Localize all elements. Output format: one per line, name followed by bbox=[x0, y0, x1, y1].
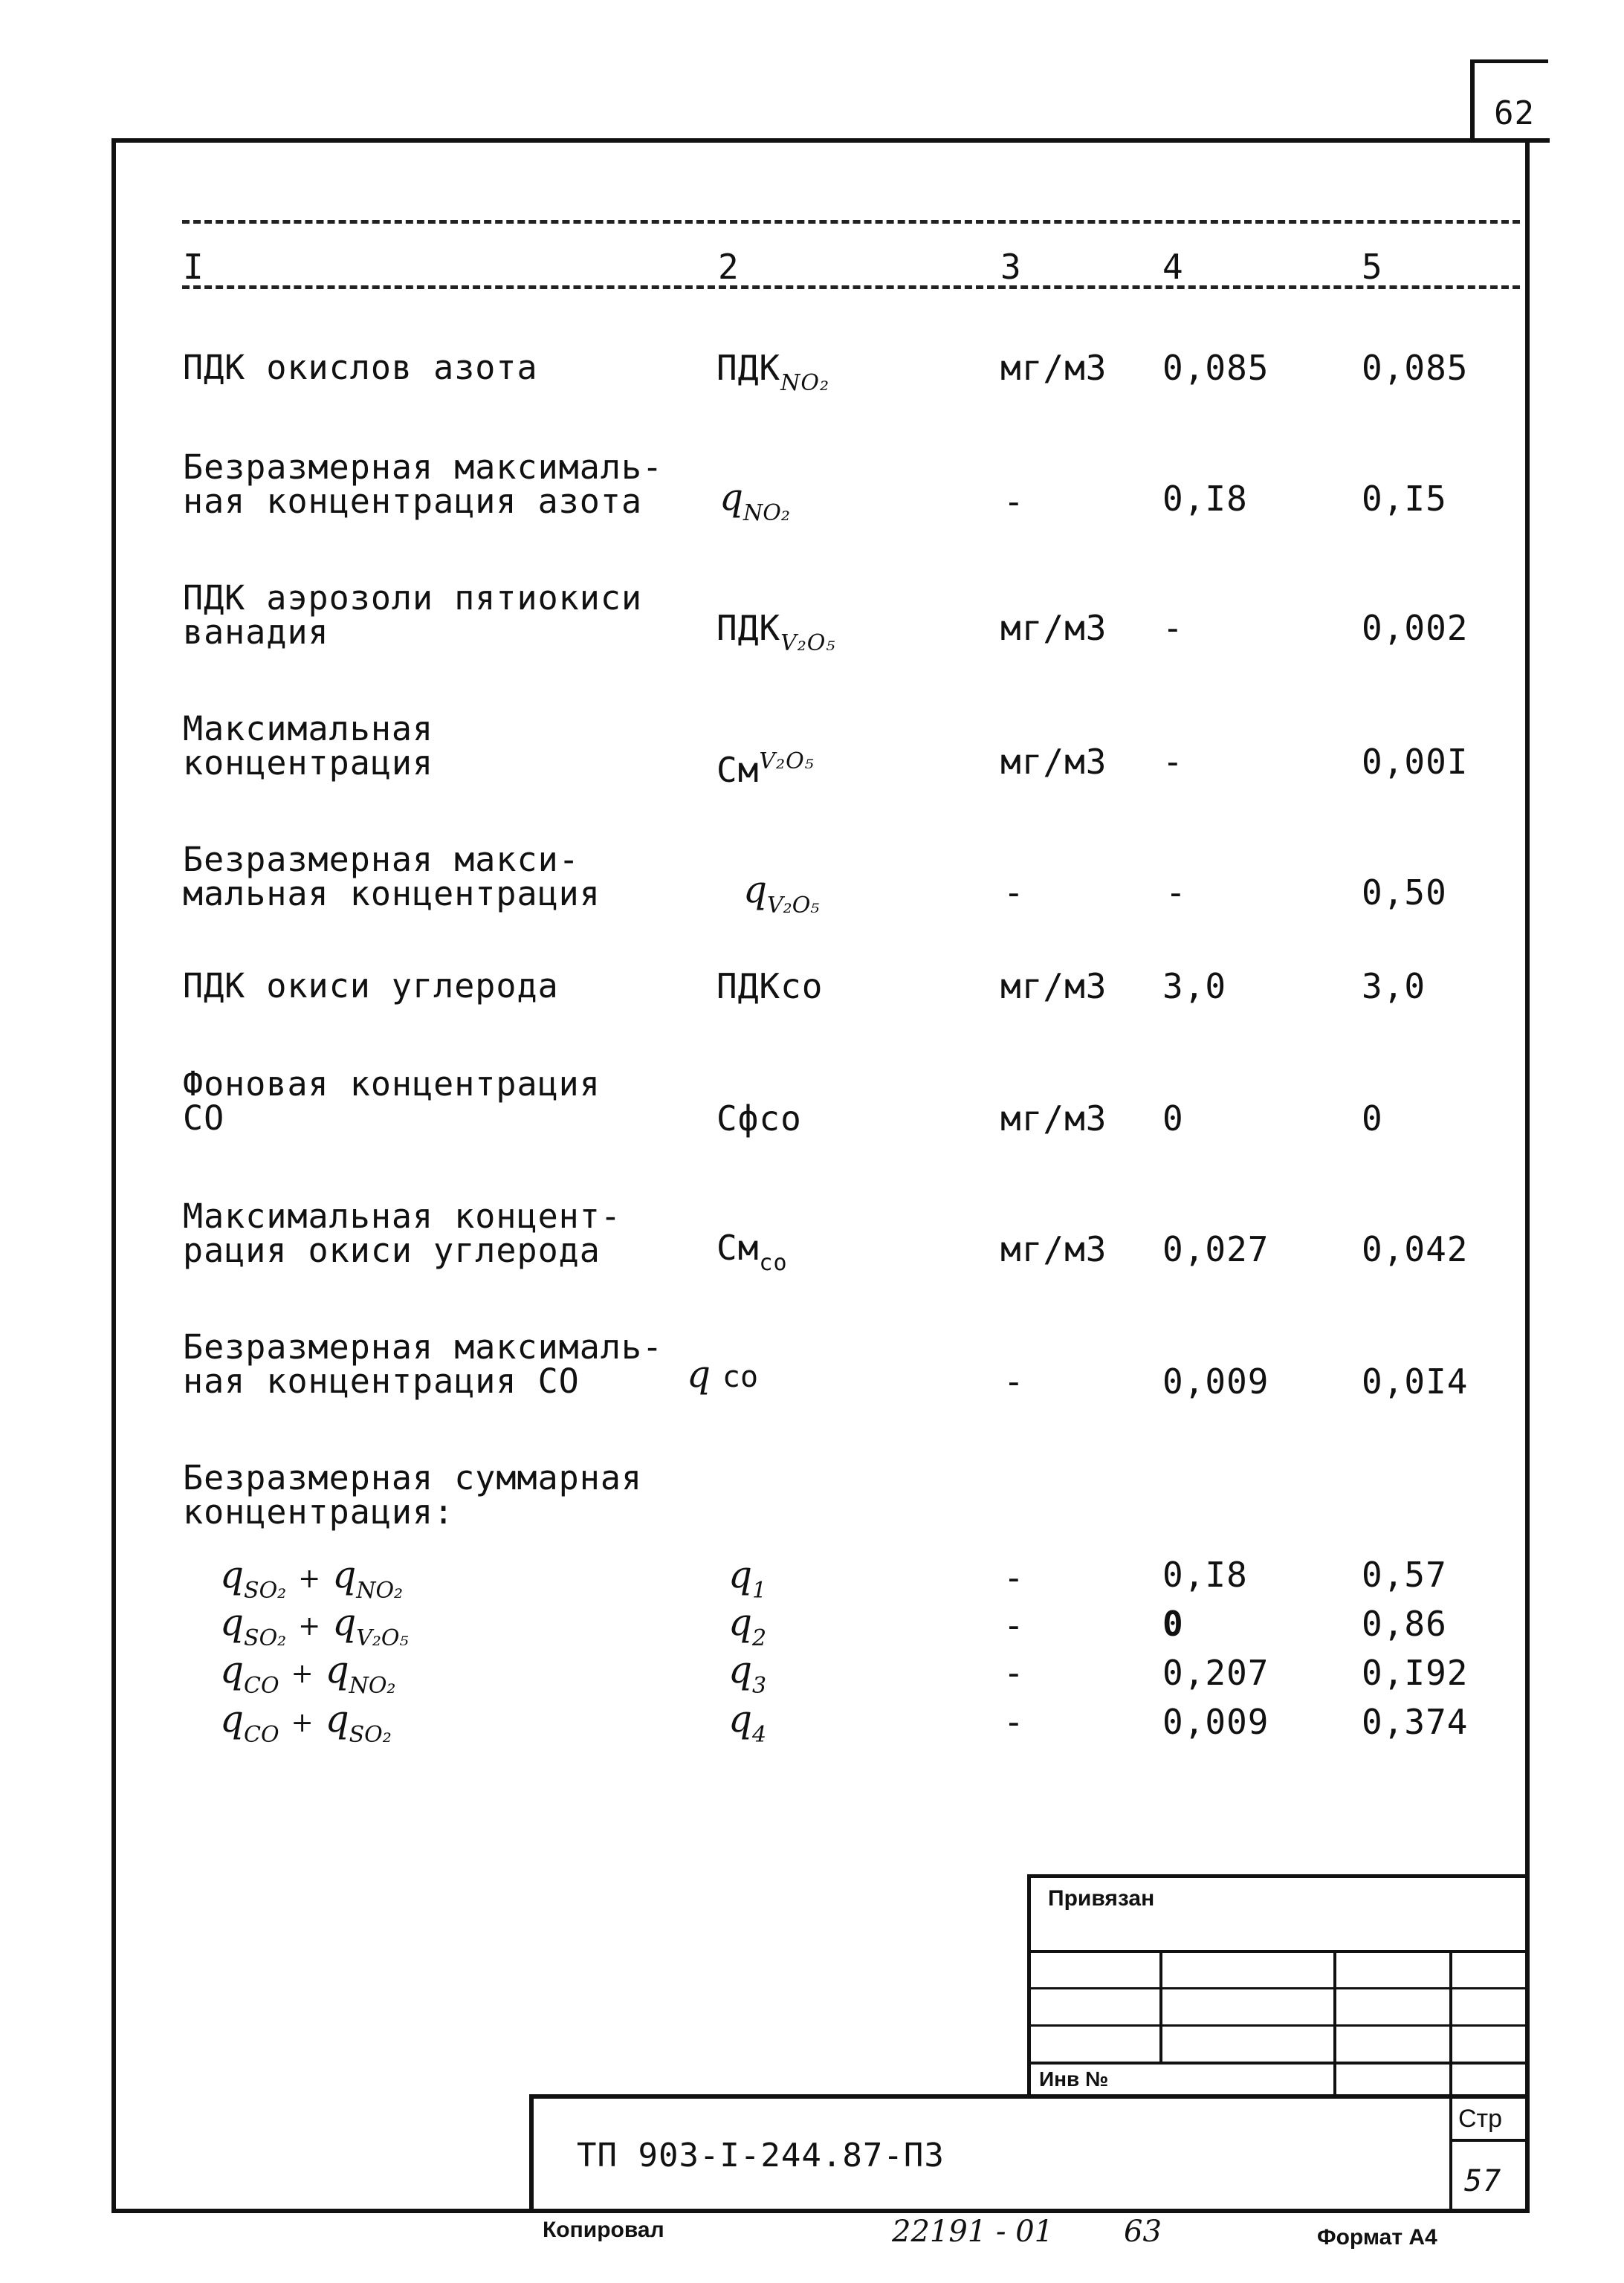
row-value-col4: 3,0 bbox=[1162, 966, 1227, 1006]
row-unit: мг/м3 bbox=[1000, 966, 1107, 1006]
row-symbol: $См_{со}$ bbox=[716, 1228, 788, 1276]
row-value-col5: 0,00I bbox=[1362, 742, 1469, 782]
stamp-line bbox=[1449, 2139, 1530, 2142]
sum-unit: - bbox=[1003, 1653, 1025, 1693]
frame-left bbox=[111, 138, 116, 2212]
row-unit: мг/м3 bbox=[1000, 1229, 1107, 1269]
sum-symbol: $q_2$ bbox=[728, 1601, 767, 1651]
row-value-col4: - bbox=[1162, 608, 1184, 648]
row-description: ПДК окислов азота bbox=[183, 348, 538, 387]
stamp-line bbox=[529, 2094, 534, 2213]
row-symbol: Сфсо bbox=[716, 1098, 802, 1139]
order-number: 22191 - 01 bbox=[892, 2215, 1054, 2249]
header-rule-top bbox=[182, 220, 1520, 224]
stamp-line bbox=[529, 2094, 1530, 2099]
row-unit: - bbox=[1003, 482, 1025, 522]
row-description: Безразмерная максималь- ная концентрация СО bbox=[183, 1327, 664, 1401]
frame-top bbox=[111, 138, 1550, 143]
row-value-col4: 0,009 bbox=[1162, 1361, 1269, 1402]
stamp-line bbox=[1449, 1950, 1452, 2099]
sheet-number: 63 bbox=[1124, 2215, 1162, 2249]
row-value-col4: 0,085 bbox=[1162, 348, 1269, 388]
header-col-5: 5 bbox=[1362, 247, 1383, 287]
header-col-4: 4 bbox=[1162, 247, 1184, 287]
row-unit: - bbox=[1003, 1361, 1025, 1402]
header-col-2: 2 bbox=[718, 247, 740, 287]
row-value-col4: 0 bbox=[1162, 1098, 1184, 1139]
sum-unit: - bbox=[1003, 1558, 1025, 1598]
header-col-3: 3 bbox=[1000, 247, 1022, 287]
str-label: Стр bbox=[1458, 2105, 1503, 2133]
row-value-col5: 0,042 bbox=[1362, 1229, 1469, 1269]
stamp-line bbox=[1027, 1874, 1530, 1878]
row-symbol: $ПДК_{V_2O_5}$ bbox=[716, 608, 836, 656]
sum-section-title: Безразмерная суммарная концентрация: bbox=[183, 1458, 643, 1532]
header-rule-bottom bbox=[182, 285, 1520, 289]
row-value-col5: 0,0I4 bbox=[1362, 1361, 1469, 1402]
stamp-line bbox=[1027, 1987, 1530, 1989]
sum-unit: - bbox=[1003, 1702, 1025, 1742]
sum-value-col5: 0,I92 bbox=[1362, 1653, 1469, 1693]
row-value-col4: - bbox=[1162, 742, 1184, 782]
row-symbol: $ПДК_{NO_2}$ bbox=[716, 348, 829, 396]
sum-symbol: $q_4$ bbox=[728, 1697, 767, 1748]
row-description: ПДК окиси углерода bbox=[183, 966, 559, 1006]
sum-symbol: $q_1$ bbox=[728, 1553, 767, 1604]
stamp-line bbox=[1449, 2096, 1452, 2212]
frame-bottom bbox=[111, 2209, 1530, 2213]
row-unit: мг/м3 bbox=[1000, 608, 1107, 648]
row-value-col5: 0,002 bbox=[1362, 608, 1469, 648]
page-number-box-left bbox=[1470, 59, 1475, 141]
sum-value-col5: 0,57 bbox=[1362, 1555, 1447, 1595]
sum-value-col4: 0 bbox=[1162, 1604, 1184, 1644]
sum-value-col4: 0,207 bbox=[1162, 1653, 1269, 1693]
doc-code: ТП 903-I-244.87-ПЗ bbox=[577, 2137, 945, 2174]
stamp-line bbox=[1027, 2024, 1530, 2027]
row-unit: - bbox=[1003, 872, 1025, 913]
row-description: Максимальная концент- рация окиси углерода bbox=[183, 1196, 621, 1270]
stamp-line bbox=[1027, 1950, 1530, 1953]
row-value-col5: 0,I5 bbox=[1362, 479, 1447, 519]
row-unit: мг/м3 bbox=[1000, 742, 1107, 782]
page-number: 62 bbox=[1494, 94, 1535, 132]
row-description: Максимальная концентрация bbox=[183, 709, 434, 783]
stamp-line bbox=[1027, 2062, 1530, 2065]
privyazan-label: Привязан bbox=[1048, 1886, 1155, 1911]
row-symbol: $q_{NO_2}$ bbox=[719, 476, 790, 526]
kopiroval-label: Копировал bbox=[543, 2218, 664, 2242]
inv-label: Инв № bbox=[1039, 2067, 1109, 2091]
sum-value-col4: 0,I8 bbox=[1162, 1555, 1248, 1595]
sum-symbol: $q_3$ bbox=[728, 1648, 767, 1699]
row-value-col5: 0 bbox=[1362, 1098, 1383, 1139]
sum-unit: - bbox=[1003, 1605, 1025, 1645]
row-unit: мг/м3 bbox=[1000, 1098, 1107, 1139]
sum-formula: $q_{CO} + q_{NO_2}$ bbox=[220, 1648, 396, 1699]
format-label: Формат А4 bbox=[1317, 2225, 1437, 2250]
header-col-1: I bbox=[183, 247, 204, 287]
frame-right bbox=[1525, 138, 1530, 2212]
row-description: Безразмерная максималь- ная концентрация азота bbox=[183, 447, 664, 521]
row-value-col5: 0,50 bbox=[1362, 872, 1447, 913]
sum-formula: $q_{SO_2} + q_{V_2O_5}$ bbox=[220, 1601, 409, 1651]
sum-value-col5: 0,374 bbox=[1362, 1702, 1469, 1742]
page-number-box-top bbox=[1470, 59, 1548, 63]
row-value-col5: 3,0 bbox=[1362, 966, 1426, 1006]
row-description: ПДК аэрозоли пятиокиси ванадия bbox=[183, 578, 643, 652]
stamp-line bbox=[1159, 1950, 1162, 2062]
row-symbol: $q_{V_2O_5}$ bbox=[743, 868, 820, 919]
row-value-col4: 0,027 bbox=[1162, 1229, 1269, 1269]
row-value-col5: 0,085 bbox=[1362, 348, 1469, 388]
sum-formula: $q_{CO} + q_{SO_2}$ bbox=[220, 1697, 392, 1748]
row-description: Безразмерная макси- мальная концентрация bbox=[183, 840, 601, 913]
row-value-col4: - bbox=[1165, 872, 1187, 913]
str-value: 57 bbox=[1464, 2164, 1502, 2198]
row-unit: мг/м3 bbox=[1000, 348, 1107, 388]
sum-formula: $q_{SO_2} + q_{NO_2}$ bbox=[220, 1553, 404, 1604]
row-symbol: q со bbox=[687, 1353, 759, 1396]
stamp-line bbox=[1333, 1950, 1336, 2097]
row-symbol: $См^{V_2O_5}$ bbox=[716, 748, 815, 790]
row-description: Фоновая концентрация СО bbox=[183, 1064, 601, 1138]
sum-value-col4: 0,009 bbox=[1162, 1702, 1269, 1742]
sum-value-col5: 0,86 bbox=[1362, 1604, 1447, 1644]
row-symbol: ПДКсо bbox=[716, 966, 824, 1006]
row-value-col4: 0,I8 bbox=[1162, 479, 1248, 519]
